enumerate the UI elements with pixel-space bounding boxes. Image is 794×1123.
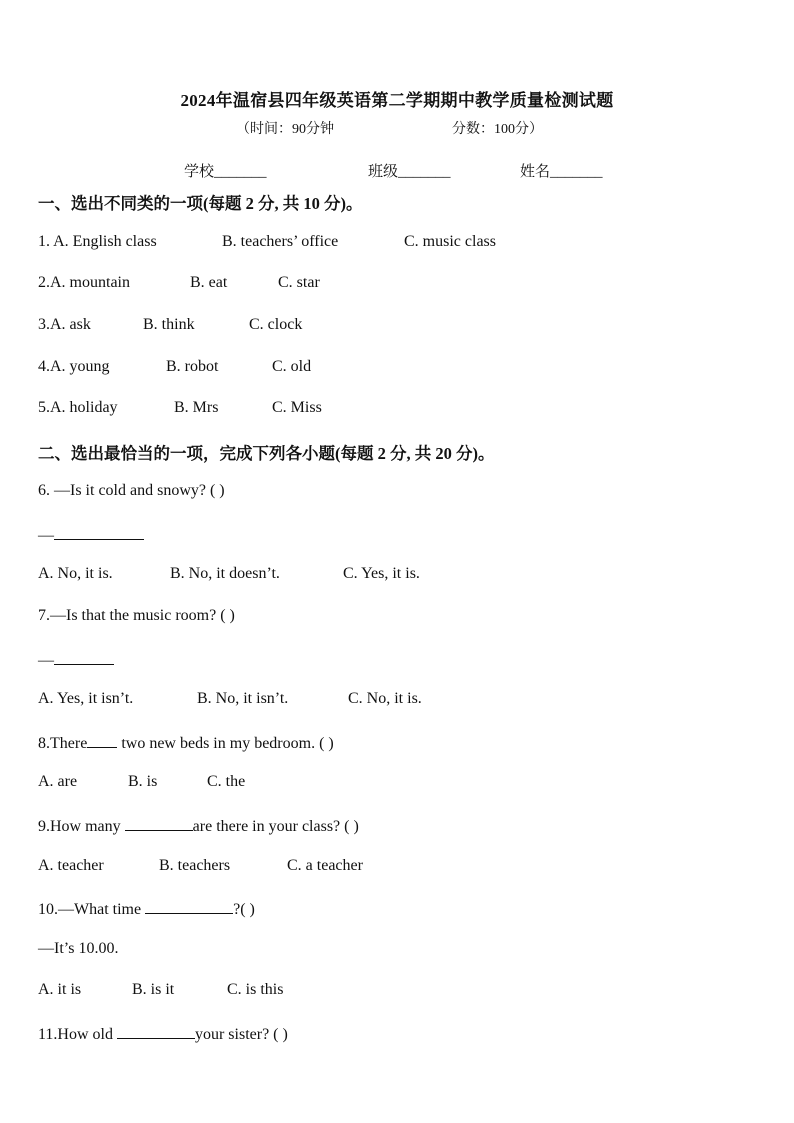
q4-option-b: B. robot — [166, 358, 219, 375]
q1-option-a: 1. A. English class — [38, 233, 157, 250]
q8-blank — [87, 732, 117, 748]
q9-option-a: A. teacher — [38, 857, 104, 874]
q10-option-a: A. it is — [38, 981, 82, 998]
q7-option-b: B. No, it isn’t. — [197, 690, 289, 707]
q10-stem-pre: 10.—What time — [38, 901, 146, 918]
school-field: 学校_______ — [184, 164, 267, 180]
q1-option-b: B. teachers’ office — [222, 233, 339, 250]
section-1-heading: 一、选出不同类的一项(每题 2 分, 共 10 分)。 — [38, 194, 363, 213]
q8-stem — [38, 732, 334, 753]
q8-option-a: A. are — [38, 773, 78, 790]
q6-answer-line — [38, 524, 144, 545]
exam-time: （时间：90分钟 — [236, 122, 334, 137]
section-2-heading: 二、选出最恰当的一项，完成下列各小题(每题 2 分, 共 20 分)。 — [38, 444, 495, 463]
q7-option-a: A. Yes, it isn’t. — [38, 690, 134, 707]
q11-stem-post: your sister? ( ) — [194, 1026, 288, 1043]
q3-option-b: B. think — [143, 316, 195, 333]
q10-option-c: C. is this — [227, 981, 284, 998]
q7-stem: 7.—Is that the music room? ( ) — [38, 607, 235, 624]
q2-option-c: C. star — [278, 274, 320, 291]
q10-stem — [38, 898, 255, 919]
q9-stem-post: are there in your class? ( ) — [192, 818, 359, 835]
q8-stem-pre: 8.There — [38, 735, 88, 752]
q6-answer-blank — [54, 524, 144, 540]
q4-option-a: 4.A. young — [38, 358, 110, 375]
q7-dash: — — [38, 652, 54, 669]
q7-answer-blank — [54, 649, 114, 665]
q8-option-c: C. the — [207, 773, 246, 790]
q5-option-b: B. Mrs — [174, 399, 219, 416]
q2-option-b: B. eat — [190, 274, 228, 291]
q5-option-c: C. Miss — [272, 399, 322, 416]
q10-option-b: B. is it — [132, 981, 175, 998]
q9-blank — [125, 815, 193, 831]
q2-option-a: 2.A. mountain — [38, 274, 130, 291]
q9-option-c: C. a teacher — [287, 857, 363, 874]
q10-stem-post: ?( ) — [233, 901, 255, 918]
q7-option-c: C. No, it is. — [348, 690, 422, 707]
q6-option-c: C. Yes, it is. — [343, 565, 420, 582]
q6-stem: 6. —Is it cold and snowy? ( ) — [38, 482, 225, 499]
q7-answer-line — [38, 649, 114, 670]
q3-option-a: 3.A. ask — [38, 316, 91, 333]
q11-stem-pre: 11.How old — [38, 1026, 117, 1043]
q8-stem-post: two new beds in my bedroom. ( ) — [117, 735, 334, 752]
name-field: 姓名_______ — [520, 164, 603, 180]
exam-title: 2024年温宿县四年级英语第二学期期中教学质量检测试题 — [180, 91, 614, 110]
q9-stem-pre: 9.How many — [38, 818, 125, 835]
q6-dash: — — [38, 527, 54, 544]
q6-option-b: B. No, it doesn’t. — [170, 565, 280, 582]
class-field: 班级_______ — [368, 164, 451, 180]
q9-stem — [38, 815, 359, 836]
q10-blank — [145, 898, 233, 914]
q1-option-c: C. music class — [404, 233, 496, 250]
q11-stem — [38, 1023, 288, 1044]
q5-option-a: 5.A. holiday — [38, 399, 118, 416]
q11-blank — [117, 1023, 195, 1039]
q8-option-b: B. is — [128, 773, 158, 790]
q6-option-a: A. No, it is. — [38, 565, 113, 582]
q9-option-b: B. teachers — [159, 857, 231, 874]
q3-option-c: C. clock — [249, 316, 303, 333]
q10-reply: —It’s 10.00. — [38, 940, 119, 957]
exam-score: 分数：100分） — [452, 122, 543, 137]
q4-option-c: C. old — [272, 358, 312, 375]
